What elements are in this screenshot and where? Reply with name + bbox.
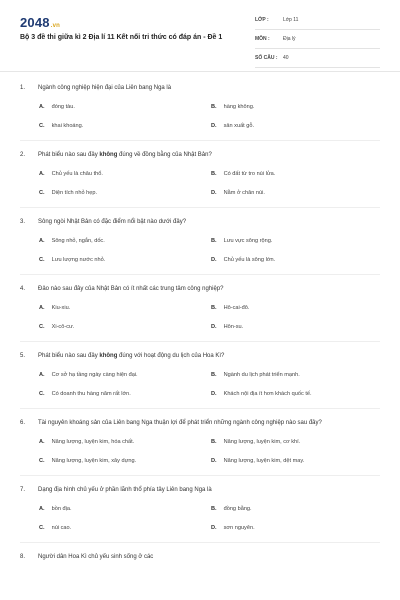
header-divider [0, 71, 400, 72]
option-row [20, 303, 380, 314]
option-letter: C. [39, 190, 45, 196]
option-row [20, 102, 380, 113]
question-separator [20, 207, 380, 208]
logo-text: 2048 [20, 15, 50, 30]
option-text: Sông nhỏ, ngắn, dốc. [51, 238, 105, 244]
question-text-part: Tài nguyên khoáng sản của Liên bang Nga thuận lợi để phát triển những ngành công nghiệp nào sau đây? [38, 420, 322, 426]
option-row [20, 322, 380, 333]
question-stem [20, 218, 380, 227]
question-text [38, 285, 380, 294]
answer-option[interactable] [211, 255, 275, 266]
option-letter: C. [39, 458, 45, 464]
answer-option[interactable] [211, 456, 304, 467]
option-text: Có đất từ tro núi lửa. [223, 171, 276, 177]
meta-label: SỐ CÂU : [255, 55, 278, 61]
option-text: sản xuất gỗ. [223, 123, 255, 129]
answer-option[interactable] [39, 303, 70, 314]
answer-option[interactable] [39, 370, 138, 381]
question-separator [20, 274, 380, 275]
option-row [20, 437, 380, 448]
logo-tld: .vn [50, 23, 61, 29]
question-number: 4. [20, 286, 26, 292]
option-letter: A. [39, 104, 45, 110]
site-logo[interactable] [20, 15, 60, 30]
answer-option[interactable] [211, 437, 300, 448]
option-text: bồn địa. [51, 506, 72, 512]
option-text: Nằm ở chân núi. [223, 190, 265, 196]
question-number: 7. [20, 487, 26, 493]
question-text-part: đúng về đồng bằng của Nhật Bản? [117, 152, 212, 158]
question-number: 8. [20, 554, 26, 560]
question-stem [20, 419, 380, 428]
question-separator [20, 475, 380, 476]
option-row [20, 456, 380, 467]
question-text-part: đúng với hoạt động du lịch của Hoa Kì? [117, 353, 225, 359]
question-stem [20, 352, 380, 361]
option-text: núi cao. [51, 525, 72, 531]
option-text: hàng không. [223, 104, 255, 110]
option-text: Năng lượng, luyện kim, dệt may. [223, 458, 305, 464]
meta-label: MÔN : [255, 36, 270, 42]
question-stem [20, 553, 380, 562]
question-stem [20, 84, 380, 93]
meta-row-subject [255, 30, 380, 49]
option-row [20, 236, 380, 247]
question-list [20, 84, 380, 562]
option-text: Chủ yếu là châu thổ. [51, 171, 103, 177]
question-item [20, 218, 380, 275]
question-stem [20, 486, 380, 495]
meta-label: LỚP : [255, 17, 269, 23]
meta-row-count [255, 49, 380, 68]
option-text: Năng lượng, luyện kim, cơ khí. [223, 439, 301, 445]
option-letter: A. [39, 506, 45, 512]
option-row [20, 188, 380, 199]
question-text-part: Dạng địa hình chủ yếu ở phần lãnh thổ phía tây Liên bang Nga là [38, 487, 212, 493]
question-text [38, 151, 380, 160]
question-item [20, 84, 380, 141]
option-row [20, 255, 380, 266]
question-text-part: Đảo nào sau đây của Nhật Bản có ít nhất các trung tâm công nghiệp? [38, 286, 224, 292]
question-number: 5. [20, 353, 26, 359]
option-text: Năng lượng, luyện kim, xây dựng. [51, 458, 137, 464]
option-letter: B. [211, 372, 217, 378]
option-text: Chủ yếu là sông lớn. [223, 257, 276, 263]
option-row [20, 370, 380, 381]
question-item [20, 151, 380, 208]
question-item [20, 285, 380, 342]
meta-value: Lớp 11 [283, 17, 299, 23]
option-letter: C. [39, 525, 45, 531]
document-title: Bộ 3 đề thi giữa kì 2 Địa lí 11 Kết nối tri thức có đáp án - Đề 1 [20, 34, 223, 41]
option-letter: C. [39, 123, 45, 129]
answer-options [20, 303, 380, 333]
answer-option[interactable] [211, 523, 255, 534]
meta-value: Địa lý [283, 36, 296, 42]
answer-options [20, 437, 380, 467]
question-separator [20, 140, 380, 141]
option-letter: D. [211, 525, 217, 531]
answer-option[interactable] [211, 169, 275, 180]
option-text: Diện tích nhỏ hẹp. [51, 190, 97, 196]
option-letter: D. [211, 458, 217, 464]
answer-option[interactable] [211, 370, 300, 381]
question-number: 6. [20, 420, 26, 426]
answer-option[interactable] [39, 389, 131, 400]
question-number: 2. [20, 152, 26, 158]
answer-options [20, 102, 380, 132]
meta-row-class [255, 11, 380, 30]
answer-option[interactable] [39, 437, 134, 448]
question-item [20, 419, 380, 476]
option-text: Lưu vực sông rộng. [223, 238, 273, 244]
option-text: đồng bằng. [223, 506, 252, 512]
question-text [38, 419, 380, 428]
question-text [38, 486, 380, 495]
option-letter: A. [39, 238, 45, 244]
option-text: Hô-cai-đô. [223, 305, 250, 311]
option-row [20, 523, 380, 534]
option-text: Năng lượng, luyện kim, hóa chất. [51, 439, 135, 445]
question-text-part: Phát biểu nào sau đây [38, 152, 100, 158]
option-text: Ngành du lịch phát triển mạnh. [223, 372, 300, 378]
option-letter: B. [211, 305, 217, 311]
option-text: sơn nguyên. [223, 525, 255, 531]
question-separator [20, 542, 380, 543]
option-letter: B. [211, 171, 217, 177]
answer-options [20, 236, 380, 266]
answer-option[interactable] [39, 255, 105, 266]
question-text [38, 352, 380, 361]
question-text-part: Sông ngòi Nhật Bản có đặc điểm nổi bật nào dưới đây? [38, 219, 187, 225]
option-letter: A. [39, 372, 45, 378]
answer-option[interactable] [39, 523, 71, 534]
question-stem [20, 285, 380, 294]
question-text-part: Ngành công nghiệp hiện đại của Liên bang Nga là [38, 85, 172, 91]
answer-options [20, 169, 380, 199]
answer-options [20, 370, 380, 400]
question-number: 1. [20, 85, 26, 91]
answer-option[interactable] [39, 504, 72, 515]
question-text [38, 84, 380, 93]
answer-option[interactable] [211, 236, 272, 247]
question-item [20, 553, 380, 562]
option-letter: D. [211, 391, 217, 397]
answer-option[interactable] [211, 322, 243, 333]
option-letter: B. [211, 238, 217, 244]
option-text: khai khoáng. [51, 123, 84, 129]
option-text: Cơ sở hạ tầng ngày càng hiện đại. [51, 372, 138, 378]
answer-option[interactable] [211, 389, 312, 400]
option-text: Hôn-su. [223, 324, 244, 330]
option-row [20, 169, 380, 180]
answer-option[interactable] [39, 188, 97, 199]
question-emphasis: không [99, 353, 118, 359]
answer-options [20, 504, 380, 534]
answer-option[interactable] [39, 456, 136, 467]
question-text-part: Phát biểu nào sau đây [38, 353, 100, 359]
meta-panel [255, 11, 380, 68]
question-separator [20, 341, 380, 342]
answer-option[interactable] [39, 322, 74, 333]
option-letter: D. [211, 324, 217, 330]
option-letter: D. [211, 123, 217, 129]
question-item [20, 352, 380, 409]
answer-option[interactable] [39, 236, 105, 247]
option-text: Khách nội địa ít hơn khách quốc tế. [223, 391, 312, 397]
option-letter: A. [39, 305, 45, 311]
page-header [0, 0, 400, 64]
option-letter: C. [39, 257, 45, 263]
answer-option[interactable] [39, 102, 75, 113]
option-row [20, 389, 380, 400]
answer-option[interactable] [39, 121, 83, 132]
option-letter: D. [211, 190, 217, 196]
question-stem [20, 151, 380, 160]
question-number: 3. [20, 219, 26, 225]
option-letter: B. [211, 439, 217, 445]
question-emphasis: không [99, 152, 118, 158]
question-text [38, 553, 380, 562]
option-row [20, 504, 380, 515]
option-letter: C. [39, 391, 45, 397]
option-text: Kiu-xiu. [51, 305, 71, 311]
option-row [20, 121, 380, 132]
answer-option[interactable] [39, 169, 103, 180]
question-text-part: Người dân Hoa Kì chủ yếu sinh sống ở các [38, 554, 154, 560]
option-letter: C. [39, 324, 45, 330]
option-text: đóng tàu. [51, 104, 75, 110]
question-item [20, 486, 380, 543]
option-text: Xi-cô-cư. [51, 324, 75, 330]
option-letter: A. [39, 439, 45, 445]
option-letter: A. [39, 171, 45, 177]
answer-option[interactable] [211, 102, 254, 113]
option-letter: B. [211, 104, 217, 110]
option-text: Lưu lượng nước nhỏ. [51, 257, 106, 263]
answer-option[interactable] [211, 121, 254, 132]
question-text [38, 218, 380, 227]
option-letter: D. [211, 257, 217, 263]
option-letter: B. [211, 506, 217, 512]
option-text: Có doanh thu hàng năm rất lớn. [51, 391, 131, 397]
question-separator [20, 408, 380, 409]
answer-option[interactable] [211, 303, 249, 314]
meta-value: 40 [283, 55, 289, 61]
answer-option[interactable] [211, 504, 252, 515]
answer-option[interactable] [211, 188, 265, 199]
